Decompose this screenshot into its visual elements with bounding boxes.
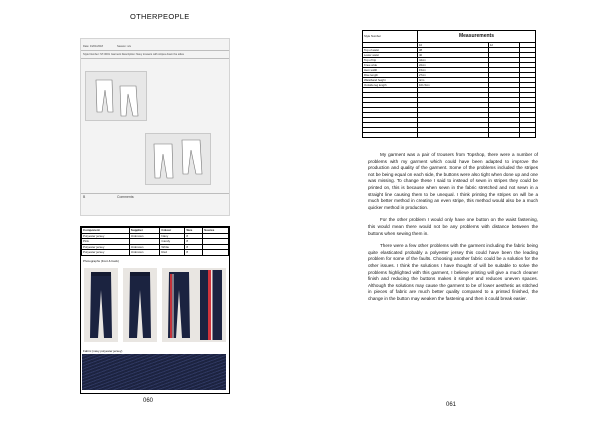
table-cell: Polyester jersey — [82, 250, 130, 256]
table-cell: 44cm — [418, 58, 489, 63]
table-cell: Unknown — [129, 244, 160, 250]
table-cell: Knee wide — [363, 63, 418, 68]
measurements-title: Measurements — [418, 31, 536, 43]
size-header: 10 — [418, 43, 489, 48]
table-cell: Unknown — [129, 233, 160, 239]
table-cell: Navy — [160, 233, 185, 239]
table-cell: Red — [160, 250, 185, 256]
table-cell: Top of waist — [363, 48, 418, 53]
spec-garment-description: Garment Description: Navy trousers with stripes down the sides — [111, 53, 184, 56]
body-text — [368, 152, 538, 308]
flat-sketch-back — [145, 133, 211, 185]
garment-photo-side-stripe — [162, 268, 196, 342]
paragraph: There were a few other problems with the garment including the fabric being quite elasticated probably a polyester jersey this could have been the leading problem for some of the faults. Choosing another fabric could be a solution for the other issues. I think the solutions I have thought of will be suitable to solve the problems highlighted with this garment, I believe printing will give a much cleaner finish and reducing the buttons makes it simpler and reduces uneven spaces. Although the solutions may cause the garment to be of lower aesthetic as stitched in pieces of fabric are much better quality compared to a printed finished, the change in the button may weaken the fastening and then it could break easier. — [368, 243, 538, 301]
table-cell: Top of hip — [363, 58, 418, 63]
spec-date: Date: 01/01/2018 — [83, 45, 103, 48]
fabric-label: Fabric (navy polyester jersey) — [83, 349, 123, 353]
page-number-right: 061 — [446, 402, 457, 408]
flat-sketch-front — [85, 71, 147, 121]
spec-style-number: Style Number: ST-0001 — [83, 53, 110, 56]
table-cell — [520, 133, 536, 138]
spec-sheet — [80, 38, 230, 216]
table-cell — [203, 250, 229, 256]
table-cell: Candy — [160, 239, 185, 245]
table-cell: 8 — [185, 250, 203, 256]
garment-photo-back — [123, 268, 157, 342]
table-cell: 8 — [185, 244, 203, 250]
table-cell — [488, 133, 520, 138]
style-number-label: Style Number — [363, 31, 418, 43]
spec-season: Season: n/a — [117, 45, 131, 48]
size-header: 12 — [488, 43, 520, 48]
table-cell: Lower waist — [363, 53, 418, 58]
brand-title: OTHERPEOPLE — [130, 12, 190, 21]
table-cell: Rise length — [363, 73, 418, 78]
table-row — [82, 250, 229, 256]
garment-photo-detail — [196, 268, 226, 342]
paragraph: For the other problem I would only have one button on the waist fastening, this would mean there would not be any problems with distance between the buttons when sewing them in. — [368, 217, 538, 236]
table-cell: 8 — [185, 233, 203, 239]
page-number-left: 060 — [143, 398, 154, 404]
components-header: Size — [185, 228, 203, 234]
spec-box-label: B — [83, 195, 86, 199]
table-cell: 22cm — [418, 63, 489, 68]
table-cell: 15cm — [418, 68, 489, 73]
table-cell: 101.5cm — [418, 83, 489, 88]
components-header: Colour — [160, 228, 185, 234]
table-cell: Polyester jersey — [82, 233, 130, 239]
table-cell — [418, 133, 489, 138]
table-cell: White — [160, 244, 185, 250]
table-cell: Polyester jersey — [82, 244, 130, 250]
table-cell: 8 — [185, 239, 203, 245]
table-cell: Unknown — [129, 250, 160, 256]
table-cell: Outside leg length — [363, 83, 418, 88]
spec-comments-label: Comments: — [117, 195, 135, 199]
table-cell — [363, 133, 418, 138]
measurements-table — [362, 30, 536, 138]
garment-photo-front — [84, 268, 118, 342]
table-cell: 38 — [418, 48, 489, 53]
components-header: Supplier — [129, 228, 160, 234]
fabric-swatch — [82, 354, 226, 390]
components-header: Component — [82, 228, 130, 234]
table-cell: 27cm — [418, 73, 489, 78]
table-cell: Hem width — [363, 68, 418, 73]
paragraph: My garment was a pair of trousers from Topshop, there were a number of problems with my garment which could have been adapted to improve the production and quality of the garment. Some of the problems included the stripes not be being equal on each side, the buttons were also tight when done up and one was missing. To change these I said to instead of sewn in stripes they could be printed on, this is because when sewn in the fabric stretched and not sewn in a straight line causing them to be unequal. I think printing the stripes on will be a much better method in creating an even stripe, this method would also be a much quicker method in production. — [368, 152, 538, 210]
table-row — [363, 133, 536, 138]
table-cell: 40 — [418, 53, 489, 58]
table-cell: Waistband height — [363, 78, 418, 83]
table-cell: 4cm — [418, 78, 489, 83]
measurements-table-wrapper — [362, 30, 536, 144]
components-header: Source — [203, 228, 229, 234]
components-table — [81, 227, 229, 256]
table-cell: Pink — [82, 239, 130, 245]
photographs-label: Photographs (front & back) — [83, 259, 119, 263]
